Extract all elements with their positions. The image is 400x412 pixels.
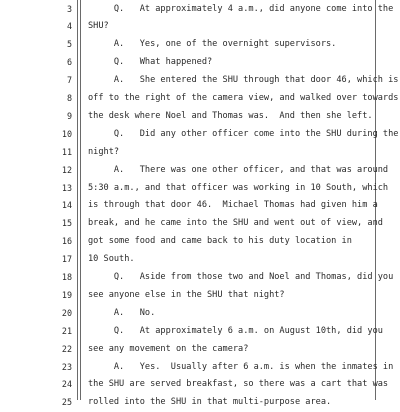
line-text: off to the right of the camera view, and walked over towards	[88, 93, 399, 103]
transcript-line	[0, 90, 400, 108]
transcript-line	[0, 251, 400, 269]
line-text: 5:30 a.m., and that officer was working in 10 South, which	[88, 182, 389, 193]
transcript-line	[0, 180, 400, 198]
line-number: 17	[61, 254, 72, 265]
transcript-line	[0, 162, 400, 180]
line-number: 15	[61, 218, 72, 229]
line-number: 16	[61, 236, 72, 247]
transcript-line	[0, 394, 400, 412]
transcript-line	[0, 197, 400, 215]
line-text: SHU?	[88, 21, 109, 32]
transcript-line	[0, 215, 400, 233]
line-number: 13	[61, 182, 72, 193]
transcript-line	[0, 1, 400, 19]
line-number: 19	[61, 289, 72, 300]
transcript-line	[0, 359, 400, 377]
line-number: 6	[66, 57, 72, 68]
transcript-line	[0, 233, 400, 251]
transcript-line	[0, 144, 400, 162]
line-text: see any movement on the camera?	[88, 343, 249, 354]
line-text: night?	[88, 146, 120, 157]
transcript-line	[0, 323, 400, 341]
line-number: 9	[66, 110, 72, 121]
transcript-line	[0, 126, 400, 144]
line-text: rolled into the SHU in that multi-purpose area.	[88, 397, 332, 408]
line-text: Q. What happened?	[88, 57, 213, 68]
transcript-line	[0, 341, 400, 359]
transcript-line	[0, 287, 400, 305]
line-number: 5	[66, 39, 72, 50]
line-number: 11	[61, 146, 72, 157]
line-text: A. Yes, one of the overnight supervisors.	[88, 39, 337, 50]
line-number: 12	[61, 164, 72, 175]
line-text: the SHU are served breakfast, so there was a cart that was	[88, 379, 389, 390]
transcript-line	[0, 108, 400, 126]
line-number: 22	[61, 343, 72, 354]
line-number: 20	[61, 307, 72, 318]
transcript-line	[0, 54, 400, 72]
line-text: got some food and came back to his duty location in	[88, 236, 352, 247]
transcript-line	[0, 18, 400, 36]
line-text: is through that door 46. Michael Thomas had given him a	[88, 200, 378, 211]
transcript-line	[0, 72, 400, 90]
transcript-line	[0, 269, 400, 287]
line-text: A. There was one other officer, and that was around	[88, 164, 389, 175]
line-number: 10	[61, 128, 72, 139]
transcript-line	[0, 305, 400, 323]
line-number: 3	[66, 3, 72, 14]
line-text: 10 South.	[88, 254, 135, 265]
line-text: A. No.	[88, 307, 156, 318]
line-text: Q. At approximately 6 a.m. on August 10th, did you	[88, 325, 383, 336]
transcript-line	[0, 376, 400, 394]
transcript-line	[0, 36, 400, 54]
line-number: 21	[61, 325, 72, 336]
line-number: 8	[66, 93, 72, 103]
line-number: 4	[66, 21, 72, 32]
line-text: Q. Did any other officer come into the SHU during the	[88, 128, 399, 139]
line-text: Q. At approximately 4 a.m., did anyone come into the	[88, 3, 394, 14]
line-text: see anyone else in the SHU that night?	[88, 289, 285, 300]
line-text: A. Yes. Usually after 6 a.m. is when the inmates in	[88, 361, 394, 372]
line-text: break, and he came into the SHU and went out of view, and	[88, 218, 383, 229]
line-number: 18	[61, 272, 72, 282]
line-number: 14	[61, 200, 72, 211]
line-text: Q. Aside from those two and Noel and Thomas, did you	[88, 272, 394, 282]
line-number: 23	[61, 361, 72, 372]
line-text: the desk where Noel and Thomas was. And then she left.	[88, 110, 373, 121]
line-number: 25	[61, 397, 72, 408]
line-number: 24	[61, 379, 72, 390]
line-text: A. She entered the SHU through that door 46, which is	[88, 75, 399, 86]
line-number: 7	[66, 75, 72, 86]
